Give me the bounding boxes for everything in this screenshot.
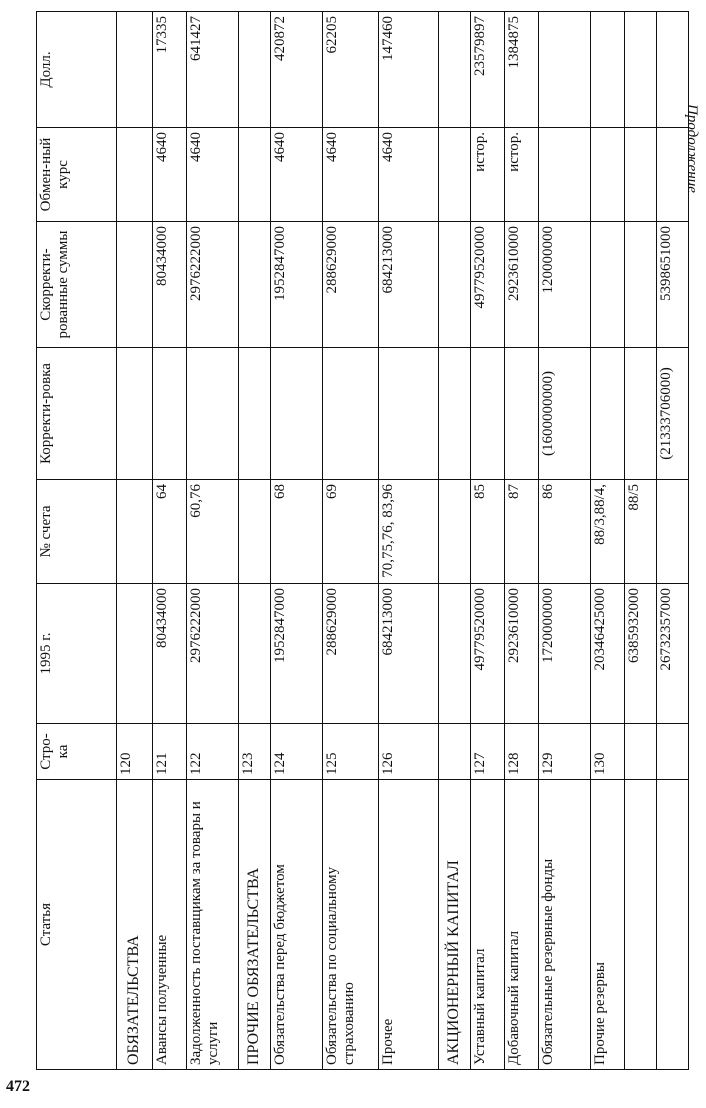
continuation-label: Продолжение — [684, 104, 700, 193]
row-item: Прочие резервы — [591, 780, 625, 1070]
row-item: Добавочный капитал — [505, 780, 539, 1070]
row-rate — [625, 128, 657, 222]
row-1995 — [439, 584, 471, 724]
row-1995: 2923610000 — [505, 584, 539, 724]
header-usd: Долл. — [37, 12, 117, 128]
header-account: № счета — [37, 480, 117, 584]
row-rate — [117, 128, 153, 222]
row-adjustment — [239, 348, 271, 480]
table-row — [379, 12, 439, 1070]
row-adjustment — [471, 348, 505, 480]
row-item — [657, 780, 689, 1070]
row-line: 121 — [153, 724, 187, 780]
row-corrected — [591, 222, 625, 348]
row-line: 126 — [379, 724, 439, 780]
row-1995: 2976222000 — [187, 584, 239, 724]
row-account — [657, 480, 689, 584]
row-adjustment — [625, 348, 657, 480]
row-rate: истор. — [471, 128, 505, 222]
header-corrected: Скорректи-рованные суммы — [37, 222, 117, 348]
row-adjustment — [153, 348, 187, 480]
row-usd: 641427 — [187, 12, 239, 128]
row-rate — [439, 128, 471, 222]
row-corrected: 120000000 — [539, 222, 591, 348]
row-corrected: 5398651000 — [657, 222, 689, 348]
row-item: Задолженность поставщикам за товары и услуги — [187, 780, 239, 1070]
row-line: 125 — [323, 724, 379, 780]
table-row — [187, 12, 239, 1070]
row-corrected — [439, 222, 471, 348]
row-corrected: 684213000 — [379, 222, 439, 348]
row-1995: 1720000000 — [539, 584, 591, 724]
row-item: Обязательства перед бюджетом — [271, 780, 323, 1070]
row-account: 85 — [471, 480, 505, 584]
header-line: Стро-ка — [37, 724, 117, 780]
row-1995: 20346425000 — [591, 584, 625, 724]
row-rate: истор. — [505, 128, 539, 222]
row-corrected: 288629000 — [323, 222, 379, 348]
row-account: 68 — [271, 480, 323, 584]
row-rate: 4640 — [379, 128, 439, 222]
row-account: 87 — [505, 480, 539, 584]
table-row — [271, 12, 323, 1070]
row-item: Уставный капитал — [471, 780, 505, 1070]
table-row — [323, 12, 379, 1070]
row-usd — [539, 12, 591, 128]
row-corrected — [239, 222, 271, 348]
row-usd — [625, 12, 657, 128]
row-line: 120 — [117, 724, 153, 780]
row-item: Обязательные резервные фонды — [539, 780, 591, 1070]
row-line: 130 — [591, 724, 625, 780]
rotated-table-wrapper — [36, 12, 688, 1070]
row-1995: 49779520000 — [471, 584, 505, 724]
row-line: 124 — [271, 724, 323, 780]
row-account: 69 — [323, 480, 379, 584]
row-item: АКЦИОНЕРНЫЙ КАПИТАЛ — [439, 780, 471, 1070]
row-corrected: 1952847000 — [271, 222, 323, 348]
row-line — [439, 724, 471, 780]
table-row — [539, 12, 591, 1070]
row-item — [625, 780, 657, 1070]
table-row — [657, 12, 689, 1070]
row-line: 127 — [471, 724, 505, 780]
row-usd: 62205 — [323, 12, 379, 128]
row-rate: 4640 — [153, 128, 187, 222]
table-row — [439, 12, 471, 1070]
row-1995: 26732357000 — [657, 584, 689, 724]
row-rate: 4640 — [323, 128, 379, 222]
row-1995: 80434000 — [153, 584, 187, 724]
table-row — [471, 12, 505, 1070]
row-usd: 147460 — [379, 12, 439, 128]
row-usd: 23579897 — [471, 12, 505, 128]
row-item: ОБЯЗАТЕЛЬСТВА — [117, 780, 153, 1070]
row-line: 129 — [539, 724, 591, 780]
header-1995: 1995 г. — [37, 584, 117, 724]
row-adjustment — [323, 348, 379, 480]
row-usd: 420872 — [271, 12, 323, 128]
row-corrected: 49779520000 — [471, 222, 505, 348]
table-row — [625, 12, 657, 1070]
row-usd — [239, 12, 271, 128]
row-account: 88/5 — [625, 480, 657, 584]
row-corrected: 2923610000 — [505, 222, 539, 348]
row-line — [657, 724, 689, 780]
row-usd: 17335 — [153, 12, 187, 128]
row-corrected: 2976222000 — [187, 222, 239, 348]
row-rate — [591, 128, 625, 222]
row-adjustment — [505, 348, 539, 480]
row-line: 122 — [187, 724, 239, 780]
row-account: 60,76 — [187, 480, 239, 584]
row-rate — [657, 128, 689, 222]
row-item: Авансы полученные — [153, 780, 187, 1070]
header-rate: Обмен-ный курс — [37, 128, 117, 222]
row-1995 — [239, 584, 271, 724]
row-corrected: 80434000 — [153, 222, 187, 348]
row-corrected — [625, 222, 657, 348]
header-item: Статья — [37, 780, 117, 1070]
header-adjustment: Корректи-ровка — [37, 348, 117, 480]
row-adjustment: (21333706000) — [657, 348, 689, 480]
row-account: 86 — [539, 480, 591, 584]
table-row — [591, 12, 625, 1070]
row-line: 123 — [239, 724, 271, 780]
table-row — [505, 12, 539, 1070]
row-rate — [539, 128, 591, 222]
row-adjustment — [187, 348, 239, 480]
row-account — [439, 480, 471, 584]
row-usd: 1384875 — [505, 12, 539, 128]
row-1995: 684213000 — [379, 584, 439, 724]
balance-table — [36, 11, 689, 1070]
row-account: 88/3,88/4, — [591, 480, 625, 584]
table-row — [153, 12, 187, 1070]
row-usd — [117, 12, 153, 128]
page-number: 472 — [6, 1078, 30, 1095]
row-rate: 4640 — [187, 128, 239, 222]
row-item: Обязательства по социальному страхованию — [323, 780, 379, 1070]
row-account — [117, 480, 153, 584]
row-usd — [591, 12, 625, 128]
row-adjustment — [271, 348, 323, 480]
table-container — [36, 12, 688, 1070]
row-adjustment: (1600000000) — [539, 348, 591, 480]
row-1995: 288629000 — [323, 584, 379, 724]
row-account: 70,75,76, 83,96 — [379, 480, 439, 584]
row-corrected — [117, 222, 153, 348]
row-rate: 4640 — [271, 128, 323, 222]
row-item: ПРОЧИЕ ОБЯЗАТЕЛЬСТВА — [239, 780, 271, 1070]
row-1995 — [117, 584, 153, 724]
row-1995: 6385932000 — [625, 584, 657, 724]
row-account — [239, 480, 271, 584]
row-adjustment — [379, 348, 439, 480]
row-account: 64 — [153, 480, 187, 584]
row-usd — [439, 12, 471, 128]
row-rate — [239, 128, 271, 222]
row-line — [625, 724, 657, 780]
row-adjustment — [117, 348, 153, 480]
row-adjustment — [591, 348, 625, 480]
row-item: Прочее — [379, 780, 439, 1070]
row-adjustment — [439, 348, 471, 480]
row-1995: 1952847000 — [271, 584, 323, 724]
row-usd — [657, 12, 689, 128]
row-line: 128 — [505, 724, 539, 780]
table-row — [239, 12, 271, 1070]
header-row — [37, 12, 117, 1070]
table-row — [117, 12, 153, 1070]
